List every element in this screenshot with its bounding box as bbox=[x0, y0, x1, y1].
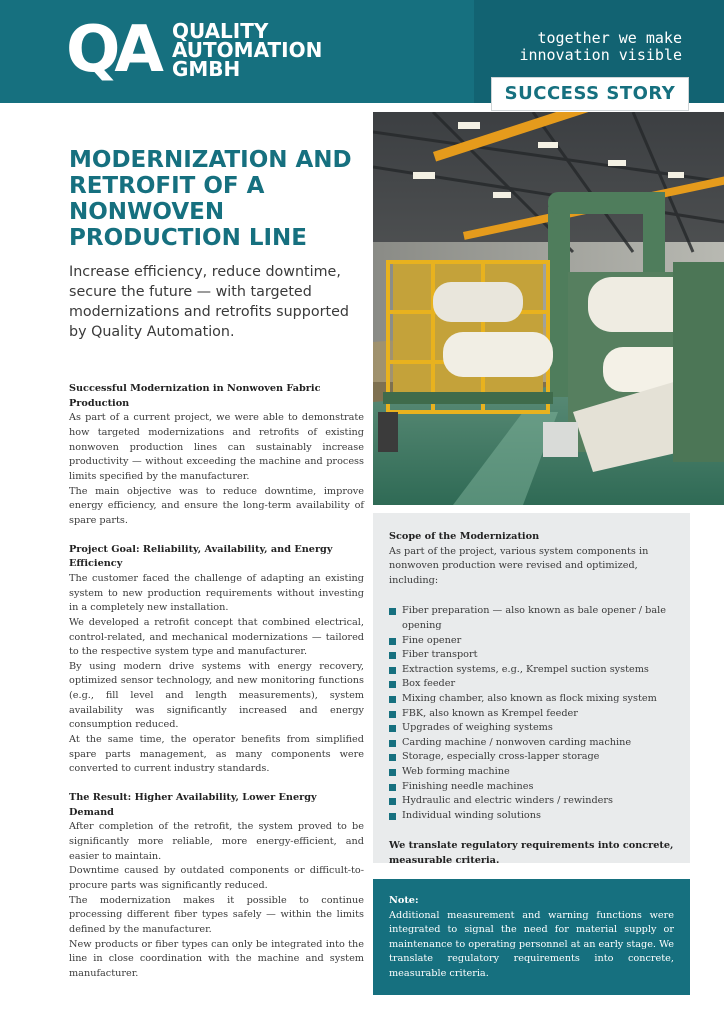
square-bullet-icon bbox=[389, 769, 396, 776]
paragraph: By using modern drive systems with energy recovery, optimized sensor technology, and new monitoring functions (e.g., fill level and length measurements), system availability was significantly increased and energy consumption reduced. bbox=[69, 660, 364, 731]
list-item bbox=[389, 721, 675, 736]
square-bullet-icon bbox=[389, 711, 396, 718]
paragraph: New products or fiber types can only be integrated into the line in close coordination with the machine and system manufacturer. bbox=[69, 938, 364, 979]
page-title: MODERNIZATION AND RETROFIT OF A NONWOVEN PRODUCTION LINE bbox=[69, 147, 352, 251]
logo-wordmark bbox=[171, 18, 323, 81]
section-heading: The Result: Higher Availability, Lower Energy Demand bbox=[69, 792, 317, 818]
section-heading: Successful Modernization in Nonwoven Fabric Production bbox=[69, 383, 321, 409]
list-item-text: Extraction systems, e.g., Krempel suction systems bbox=[402, 663, 649, 675]
square-bullet-icon bbox=[389, 725, 396, 732]
paragraph: As part of a current project, we were able to demonstrate how targeted modernizations and retrofits of existing nonwoven production lines can sustainably increase productivity — without exceeding the machine and process limits specified by the manufacturer. bbox=[69, 412, 364, 482]
list-item-text: FBK, also known as Krempel feeder bbox=[402, 707, 578, 719]
square-bullet-icon bbox=[389, 696, 396, 703]
list-item-text: Storage, especially cross-lapper storage bbox=[402, 751, 600, 763]
list-item-text: Box feeder bbox=[402, 678, 456, 690]
paragraph: The main objective was to reduce downtime, improve energy efficiency, and ensure the long-term availability of spare parts. bbox=[69, 485, 364, 526]
list-item bbox=[389, 794, 675, 809]
list-item-text: Mixing chamber, also known as flock mixing system bbox=[402, 692, 657, 704]
tagline-line-1: together we make bbox=[537, 29, 682, 47]
list-item-text: Fiber transport bbox=[402, 649, 478, 661]
scope-heading: Scope of the Modernization bbox=[389, 531, 540, 542]
note-heading: Note: bbox=[389, 895, 419, 906]
square-bullet-icon bbox=[389, 681, 396, 688]
company-logo bbox=[66, 13, 323, 87]
logo-line-2: AUTOMATION bbox=[171, 37, 323, 62]
paragraph: After completion of the retrofit, the system proved to be significantly more reliable, more energy-efficient, and easier to maintain. bbox=[69, 821, 364, 862]
list-item bbox=[389, 765, 675, 780]
scope-intro: As part of the project, various system components in nonwoven production were revised and optimized, including: bbox=[389, 545, 649, 586]
section-heading: Project Goal: Reliability, Availability, and Energy Efficiency bbox=[69, 543, 333, 570]
paragraph: We developed a retrofit concept that combined electrical, control-related, and mechanical modernizations — tailored to the respective system type and manufacturer. bbox=[69, 616, 364, 658]
list-item bbox=[389, 692, 675, 707]
square-bullet-icon bbox=[389, 798, 396, 805]
list-item-text: Web forming machine bbox=[402, 765, 510, 777]
list-item bbox=[389, 707, 675, 722]
logo-mark: QA bbox=[66, 13, 158, 87]
tagline bbox=[519, 30, 682, 64]
scope-box bbox=[373, 513, 690, 866]
list-item-text: Hydraulic and electric winders / rewinders bbox=[402, 795, 614, 807]
list-item bbox=[389, 634, 675, 649]
list-item bbox=[389, 648, 675, 663]
production-line-illustration bbox=[373, 112, 724, 505]
paragraph: The customer faced the challenge of adapting an existing system to new production requirements without investing in a completely new installation. bbox=[69, 572, 364, 614]
list-item bbox=[389, 677, 675, 692]
list-item bbox=[389, 604, 675, 633]
square-bullet-icon bbox=[389, 652, 396, 659]
list-item bbox=[389, 750, 675, 765]
square-bullet-icon bbox=[389, 813, 396, 820]
square-bullet-icon bbox=[389, 784, 396, 791]
list-item-text: Fiber preparation — also known as bale opener / bale opening bbox=[402, 605, 666, 631]
paragraph: At the same time, the operator benefits from simplified spare parts management, as many components were converted to current industry standards. bbox=[69, 734, 364, 775]
list-item bbox=[389, 663, 675, 678]
square-bullet-icon bbox=[389, 608, 396, 615]
square-bullet-icon bbox=[389, 638, 396, 645]
list-item-text: Individual winding solutions bbox=[402, 809, 541, 821]
list-item-text: Fine opener bbox=[402, 634, 462, 646]
success-story-badge: SUCCESS STORY bbox=[491, 77, 689, 111]
main-text-column bbox=[69, 382, 364, 982]
square-bullet-icon bbox=[389, 667, 396, 674]
square-bullet-icon bbox=[389, 754, 396, 761]
list-item-text: Carding machine / nonwoven carding machine bbox=[402, 736, 632, 748]
list-item-text: Upgrades of weighing systems bbox=[402, 722, 553, 734]
logo-line-1: QUALITY bbox=[171, 18, 269, 43]
logo-line-3: GMBH bbox=[171, 56, 241, 81]
paragraph: The modernization makes it possible to continue processing different fiber types safely — within the limits defined by the manufacturer. bbox=[69, 894, 364, 935]
square-bullet-icon bbox=[389, 740, 396, 747]
tagline-line-2: innovation visible bbox=[519, 46, 682, 64]
paragraph: Downtime caused by outdated components or difficult-to-procure parts was significantly reduced. bbox=[69, 865, 364, 891]
scope-list bbox=[389, 604, 675, 823]
factory-photo bbox=[373, 112, 724, 505]
intro-text: Increase efficiency, reduce downtime, secure the future — with targeted modernizations and retrofits supported by Quality Automation. bbox=[69, 264, 349, 340]
list-item-text: Finishing needle machines bbox=[402, 780, 534, 792]
list-item bbox=[389, 736, 675, 751]
list-item bbox=[389, 809, 675, 824]
note-box bbox=[373, 879, 690, 995]
scope-closing: We translate regulatory requirements into concrete, measurable criteria. bbox=[389, 840, 674, 866]
list-item bbox=[389, 780, 675, 795]
note-text: Additional measurement and warning functions were integrated to signal the need for material supply or maintenance to operating personnel at an early stage. We translate regulatory requirements into concrete, measurable criteria. bbox=[389, 909, 674, 979]
